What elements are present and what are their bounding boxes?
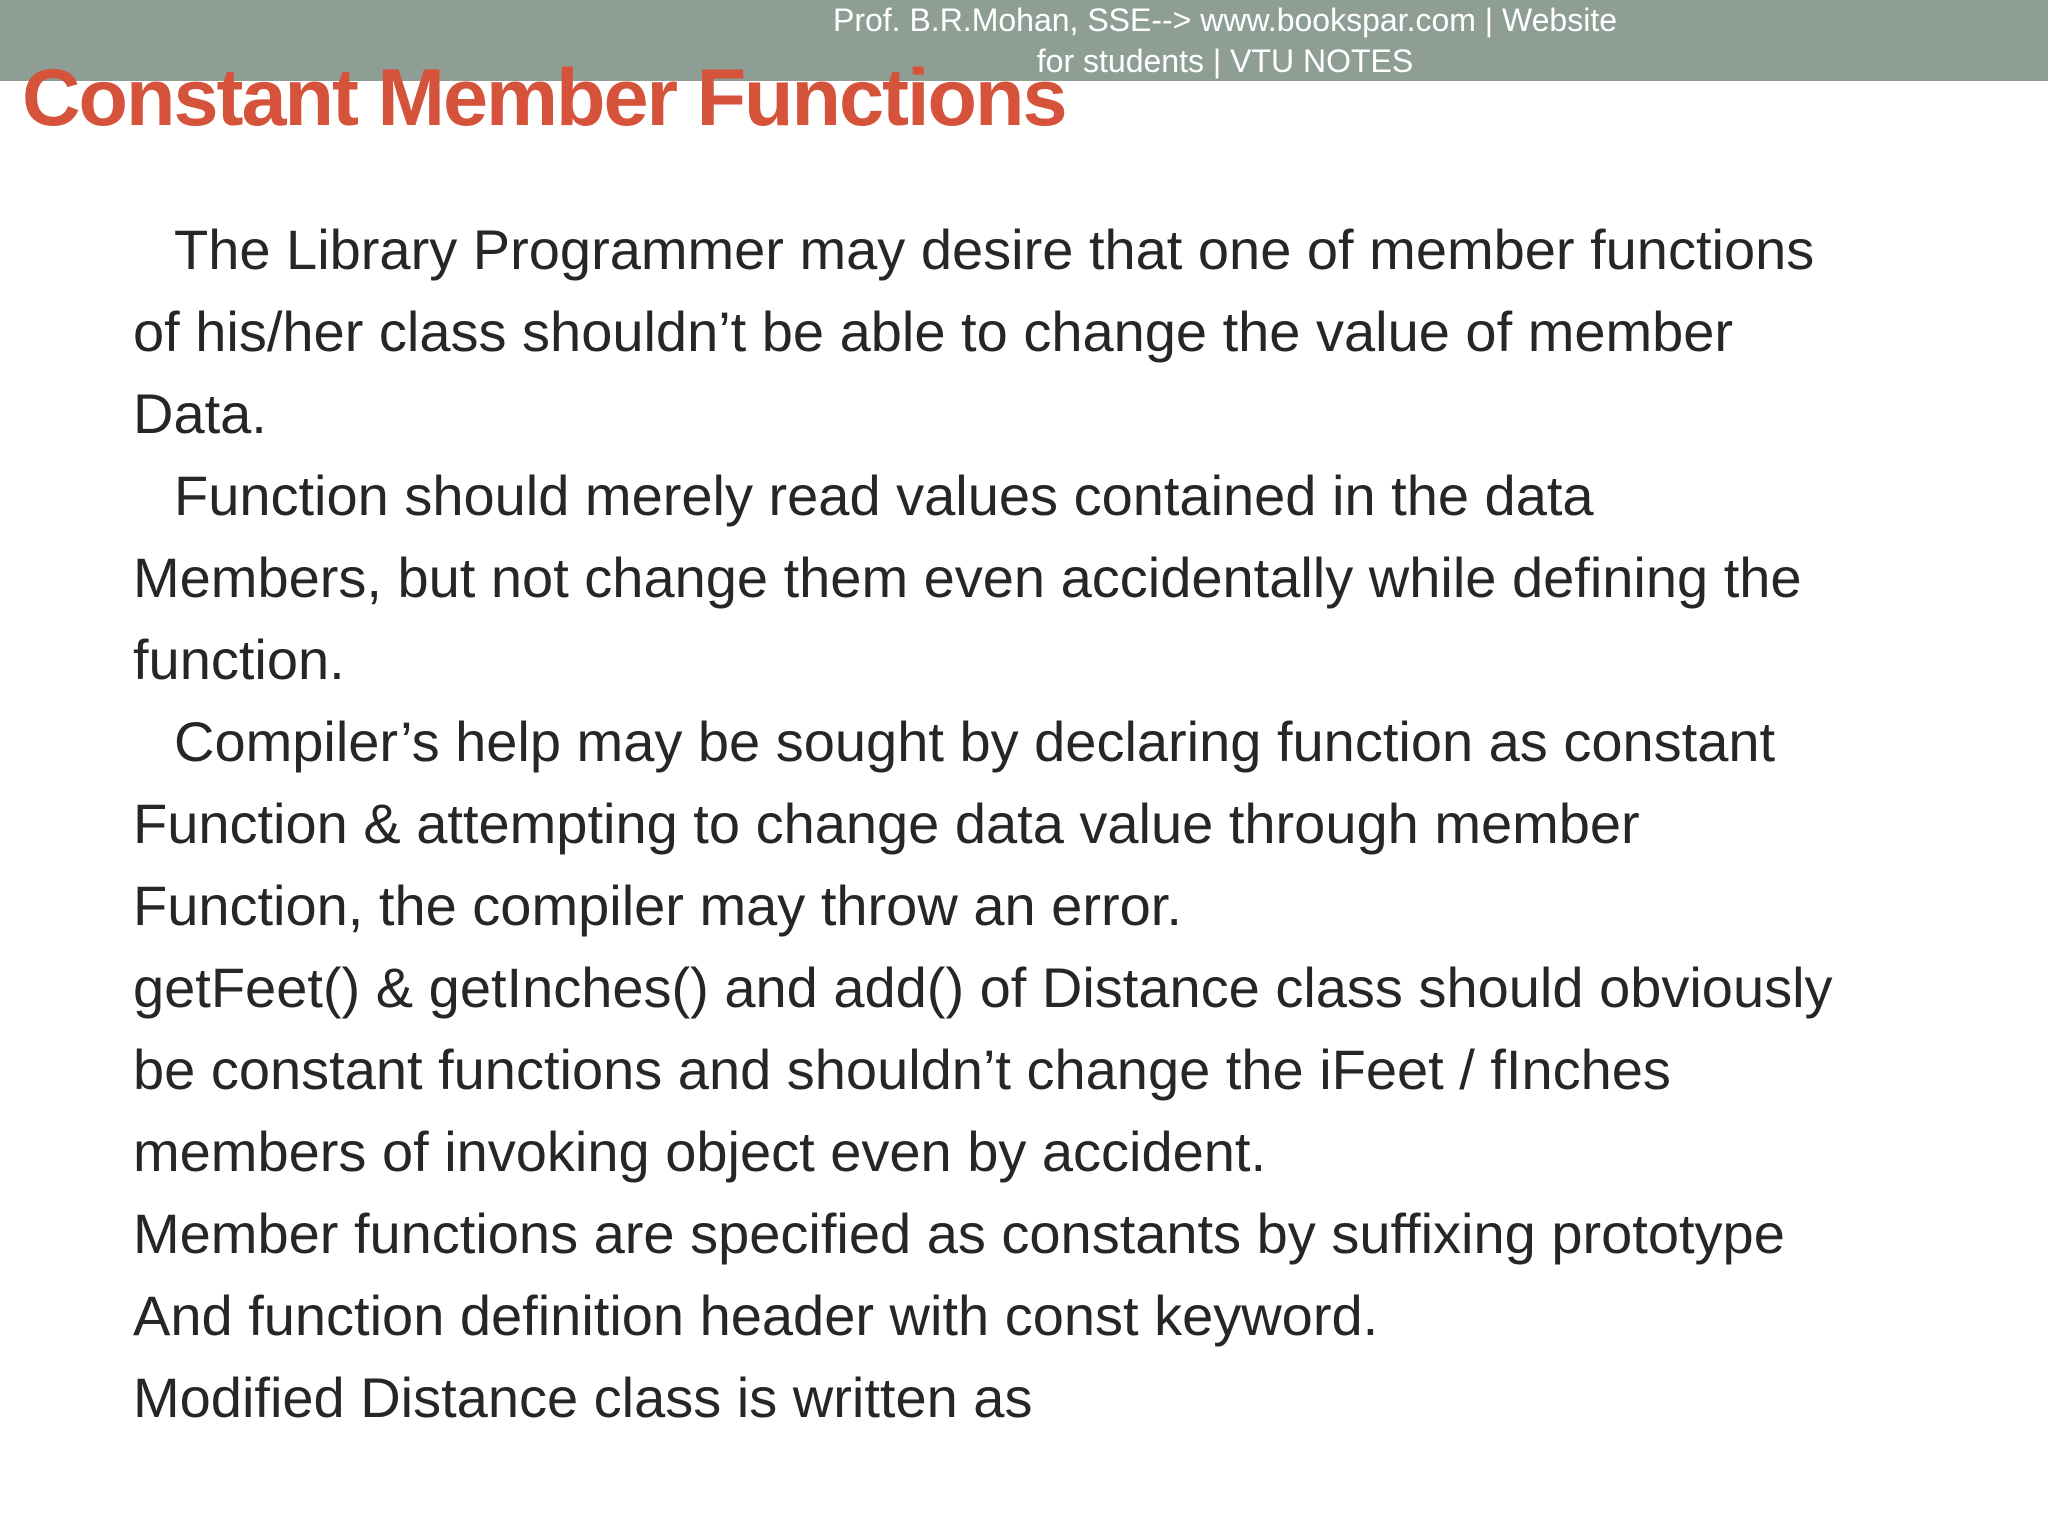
header-credit-line-2: for students | VTU NOTES	[1036, 43, 1414, 79]
slide-title: Constant Member Functions	[22, 53, 1066, 143]
body-line: The Library Programmer may desire that one of member functions	[174, 218, 1815, 281]
body-line: of his/her class shouldn’t be able to change the value of member	[133, 300, 1734, 363]
body-line: Member functions are specified as constants by suffixing prototype	[133, 1202, 1785, 1265]
body-line: Function & attempting to change data value through member	[133, 792, 1640, 855]
body-line: Modified Distance class is written as	[133, 1366, 1033, 1429]
body-line: Members, but not change them even accidentally while defining the	[133, 546, 1802, 609]
body-line: members of invoking object even by accident.	[133, 1120, 1267, 1183]
body-line: Function, the compiler may throw an error.	[133, 874, 1182, 937]
body-line: Data.	[133, 382, 267, 445]
body-line: function.	[133, 628, 345, 691]
body-line: Function should merely read values contained in the data	[174, 464, 1594, 527]
body-line: Compiler’s help may be sought by declaring function as constant	[174, 710, 1776, 773]
header-credit-line-1: Prof. B.R.Mohan, SSE--> www.bookspar.com | Website	[832, 2, 1618, 38]
body-line: And function definition header with const keyword.	[133, 1284, 1379, 1347]
body-line: be constant functions and shouldn’t change the iFeet / fInches	[133, 1038, 1671, 1101]
body-line: getFeet() & getInches() and add() of Distance class should obviously	[133, 956, 1833, 1019]
slide-body	[133, 209, 1973, 1439]
